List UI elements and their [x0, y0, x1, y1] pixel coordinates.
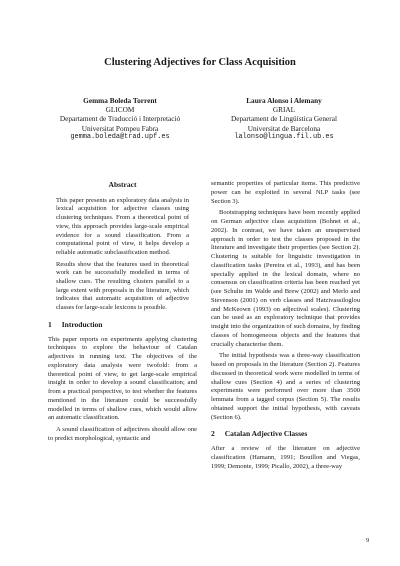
author-email[interactable]: lalonso@lingua.fil.ub.es [234, 132, 334, 141]
section-number: 2 [211, 429, 215, 439]
author-name: Laura Alonso i Alemany [246, 96, 322, 105]
author-1 [40, 96, 200, 142]
left-column [48, 181, 197, 447]
author-university: Universitat de Barcelona [247, 123, 321, 133]
abstract-body [56, 197, 189, 313]
section-title: Introduction [61, 319, 103, 329]
abstract-paragraph: This paper presents an exploratory data analysis in lexical acquisition for adjective classes using clustering techniques. From a theoretical point of view, this approach provides large-scale empirical evidence for a sound classification. From a computational point of view, it helps develop a reliable automatic subclassification method. [56, 196, 189, 256]
section-heading-introduction [48, 321, 197, 330]
author-group: GRIAL [272, 105, 296, 115]
right-column [211, 180, 360, 474]
page-number: 9 [366, 537, 370, 544]
author-block [40, 96, 364, 142]
author-department: Departament de Traducció i Interpretació [59, 114, 181, 124]
section-heading-catalan-adjective-classes [211, 430, 360, 439]
body-paragraph: This paper reports on experiments applying clustering techniques to explore the behaviour of Catalan adjectives in running text. The objectives of the exploratory data analysis were twofold: from a theoretical point of view, to get large-scale empirical insight in order to develop a sound classification; and from a practical perspective, to test whether the features mentioned in the literature could be successfully modelled in terms of shallow cues, which would allow an automatic classification. [48, 335, 197, 422]
abstract-paragraph: Results show that the features used in theoretical work can be successfully modelled in terms of shallow cues. The resulting clusters parallel to a large extent with proposals in the literature, which indicates that automatic acquisition of adjective classes for large-scale lexicons is possible. [56, 260, 189, 312]
author-name: Gemma Boleda Torrent [83, 96, 157, 105]
section-number: 1 [48, 319, 52, 329]
abstract-heading: Abstract [108, 180, 137, 189]
body-paragraph: semantic properties of particular items. This predictive power can be exploited in several NLP tasks (see Section 3). [211, 180, 360, 205]
author-email[interactable]: gemma.boleda@trad.upf.es [70, 132, 170, 141]
body-paragraph: The initial hypothesis was a three-way classification based on proposals in the literature (Section 2). Features discussed in theoretical work were modelled in terms of shallow cues (Section 4) and a series of clustering experiments were performed over more than 3500 lemmata from a tagged corpus (Section 5). The results obtained support the initial hypothesis, with caveats (Section 6). [211, 352, 360, 421]
author-2 [204, 96, 364, 142]
section-title: Catalan Adjective Classes [224, 429, 308, 439]
author-department: Departament de Lingüística General [231, 114, 337, 124]
author-university: Universitat Pompeu Fabra [81, 123, 159, 133]
body-paragraph: A sound classification of adjectives should allow one to predict morphological, syntactic and [48, 426, 197, 442]
body-paragraph: After a review of the literature on adjective classification (Hamann, 1991; Bouillon and Viegas, 1999; Demonte, 1999; Picallo, 2002), a three-way [211, 445, 360, 470]
body-paragraph: Bootstrapping techniques have been recently applied on German adjective class acquisition (Bohnet et al., 2002). In contrast, we have taken an unsupervised approach in order to test the classes proposed in the literature and investigate their properties (see Section 2). Clustering is suitable for linguistic investigation in classification tasks (Pereira et al., 1993), and has been specially applied in the lexical domain, where no consensus on classification criteria has been reached yet (see Schulte im Walde and Brew (2002) and Merlo and Stevenson (2001) on verb classes and Hatzivassiloglou and McKeown (1993) on adjectival scales). Clustering can be used as an exploratory technique that provides insight into the organization of such domains, by finding classes of homogeneous objects and the features that crucially characterise them. [211, 209, 360, 348]
author-group: GLICOM [105, 105, 135, 115]
paper-title: Clustering Adjectives for Class Acquisition [104, 57, 296, 68]
